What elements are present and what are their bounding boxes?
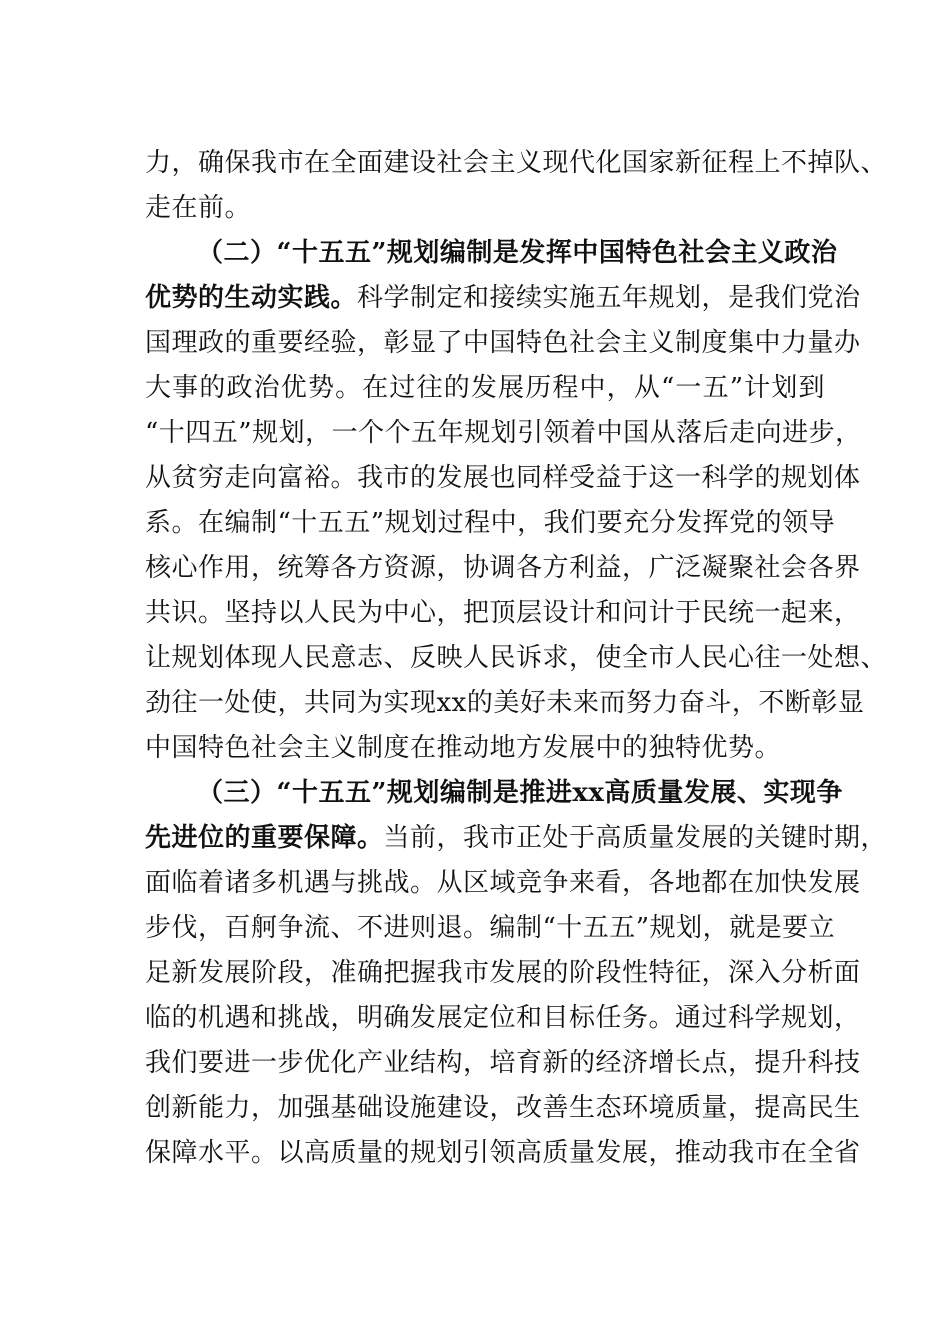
text-line: 我们要进一步优化产业结构，培育新的经济增长点，提升科技 xyxy=(145,1048,861,1078)
text-line: “十四五”规划，一个个五年规划引领着中国从落后走向进步， xyxy=(145,418,862,448)
text-line: 步伐，百舸争流、不进则退。编制“十五五”规划，就是要立 xyxy=(145,913,836,943)
section-heading-3-tail: 先进位的重要保障。 xyxy=(145,823,384,853)
text-line: 劲往一处使，共同为实现xx的美好未来而努力奋斗，不断彰显 xyxy=(145,688,865,718)
text-line: 国理政的重要经验，彰显了中国特色社会主义制度集中力量办 xyxy=(145,328,861,358)
section-heading-2-tail: 优势的生动实践。 xyxy=(145,283,358,313)
section-heading-2: （二）“十五五”规划编制是发挥中国特色社会主义政治 xyxy=(197,238,838,268)
text-line: 先进位的重要保障。当前，我市正处于高质量发展的关键时期， xyxy=(145,823,888,853)
text-line: 保障水平。以高质量的规划引领高质量发展，推动我市在全省 xyxy=(145,1138,861,1168)
text-line: 临的机遇和挑战，明确发展定位和目标任务。通过科学规划， xyxy=(145,1003,861,1033)
text-line: 从贫穷走向富裕。我市的发展也同样受益于这一科学的规划体 xyxy=(145,463,861,493)
text-line: 共识。坚持以人民为中心，把顶层设计和问计于民统一起来， xyxy=(145,598,861,628)
text-line: 大事的政治优势。在过往的发展历程中，从“一五”计划到 xyxy=(145,373,825,403)
text-line: 足新发展阶段，准确把握我市发展的阶段性特征，深入分析面 xyxy=(145,958,861,988)
text-line: 让规划体现人民意志、反映人民诉求，使全市人民心往一处想、 xyxy=(145,643,888,673)
text-line: 力，确保我市在全面建设社会主义现代化国家新征程上不掉队、 xyxy=(145,148,888,178)
text-line: 中国特色社会主义制度在推动地方发展中的独特优势。 xyxy=(145,733,782,763)
text-line: 创新能力，加强基础设施建设，改善生态环境质量，提高民生 xyxy=(145,1093,861,1123)
text-line: 面临着诸多机遇与挑战。从区域竞争来看，各地都在加快发展 xyxy=(145,868,861,898)
text-line: 系。在编制“十五五”规划过程中，我们要充分发挥党的领导 xyxy=(145,508,836,538)
text-line: 核心作用，统筹各方资源，协调各方利益，广泛凝聚社会各界 xyxy=(145,553,861,583)
text-line: 走在前。 xyxy=(145,193,252,223)
section-heading-3: （三）“十五五”规划编制是推进xx高质量发展、实现争 xyxy=(197,778,843,808)
text-line: 优势的生动实践。科学制定和接续实施五年规划，是我们党治 xyxy=(145,283,861,313)
